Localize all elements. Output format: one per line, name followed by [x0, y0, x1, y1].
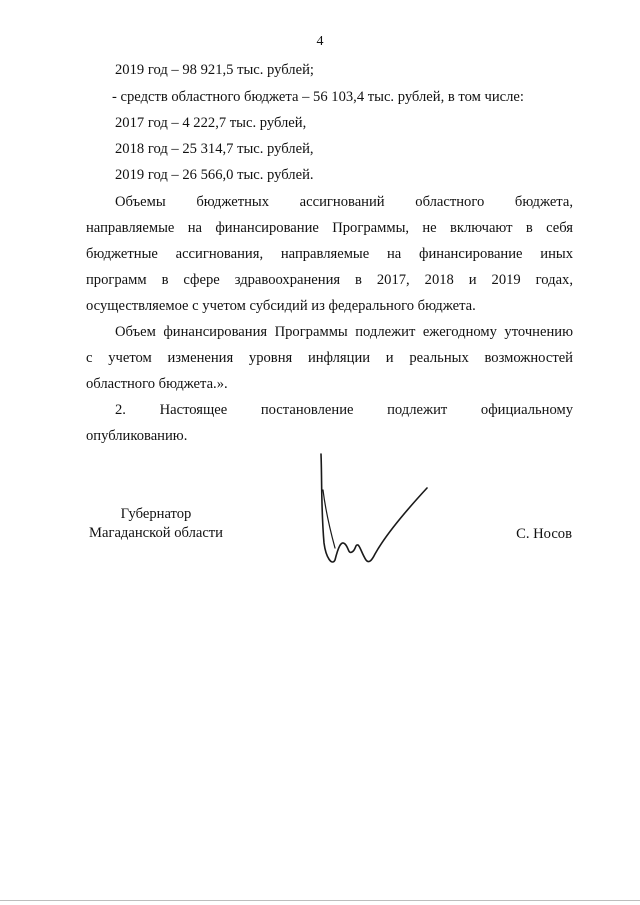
signatory-title-line1: Губернатор	[120, 506, 192, 522]
page-bottom-edge	[0, 900, 640, 901]
paragraph-line: бюджетные ассигнования, направляемые на финансирование иных	[86, 246, 573, 262]
paragraph-line: Объем финансирования Программы подлежит ежегодному уточнению	[115, 324, 573, 340]
paragraph-line: 2. Настоящее постановление подлежит официальному	[115, 402, 573, 418]
funding-line-2019: 2019 год – 26 566,0 тыс. рублей.	[115, 167, 314, 183]
signatory-title-line2: Магаданской области	[89, 525, 223, 541]
paragraph-line: Объемы бюджетных ассигнований областного бюджета,	[115, 194, 573, 210]
funding-line-2018: 2018 год – 25 314,7 тыс. рублей,	[115, 141, 314, 157]
paragraph-line: областного бюджета.».	[86, 376, 228, 392]
handwritten-signature	[305, 448, 440, 573]
paragraph-line: осуществляемое с учетом субсидий из федерального бюджета.	[86, 298, 476, 314]
funding-line-regional-budget: - средств областного бюджета – 56 103,4 тыс. рублей, в том числе:	[112, 89, 524, 105]
funding-line-2017: 2017 год – 4 222,7 тыс. рублей,	[115, 115, 307, 131]
paragraph-line: программ в сфере здравоохранения в 2017, 2018 и 2019 годах,	[86, 272, 573, 288]
paragraph-line: направляемые на финансирование Программы, не включают в себя	[86, 220, 573, 236]
paragraph-line: опубликованию.	[86, 428, 188, 444]
signatory-name: С. Носов	[516, 526, 572, 542]
paragraph-line: с учетом изменения уровня инфляции и реальных возможностей	[86, 350, 573, 366]
funding-line-2019-total: 2019 год – 98 921,5 тыс. рублей;	[115, 62, 314, 78]
page-number: 4	[316, 34, 324, 49]
